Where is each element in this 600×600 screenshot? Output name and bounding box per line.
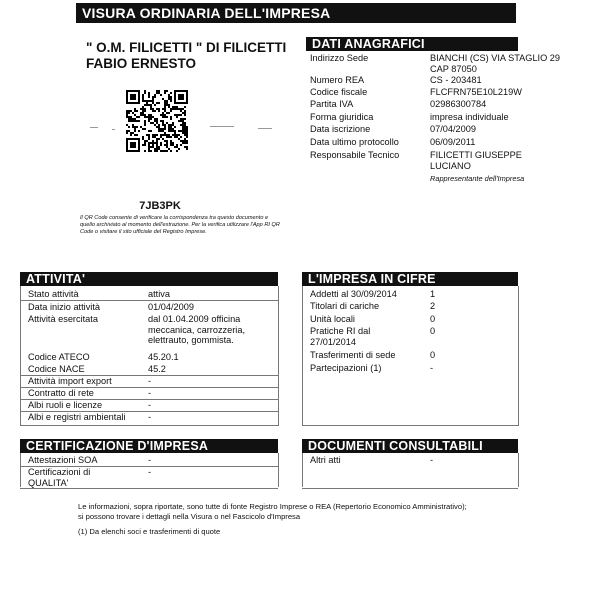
field-value: - [148,467,152,477]
company-name-line2: FABIO ERNESTO [86,56,197,71]
field-value: - [148,455,152,465]
divider [278,286,279,426]
divider [302,425,518,426]
field-label: Unità locali [310,314,355,324]
field-label: Attestazioni SOA [28,455,98,465]
field-value: 0 [430,326,436,336]
field-label: Partita IVA [310,99,354,109]
field-label: Stato attività [28,289,79,299]
field-label: Forma giuridica [310,112,374,122]
footer-footnote: (1) Da elenchi soci e trasferimenti di quote [78,526,221,536]
field-value: 01/04/2009 [148,302,194,312]
field-value: BIANCHI (CS) VIA STAGLIO 29 CAP 87050 [430,53,561,74]
certificazione-header [20,439,278,453]
field-label: Contratto di rete [28,388,94,398]
field-label: Albi ruoli e licenze [28,400,103,410]
qr-code-image [126,90,188,152]
field-value: 0 [430,350,436,360]
document-title: VISURA ORDINARIA DELL'IMPRESA [82,5,331,21]
divider [302,488,518,489]
field-label: Pratiche RI dal 27/01/2014 [310,326,371,347]
scan-speck [258,128,272,129]
divider [20,286,21,426]
company-name-line1: " O.M. FILICETTI " DI FILICETTI [86,40,287,55]
field-label: Attività esercitata [28,314,98,324]
field-label: Indirizzo Sede [310,53,369,63]
divider [302,453,303,487]
company-name [86,40,296,72]
field-label: Albi e registri ambientali [28,412,126,422]
field-value: 06/09/2011 [430,137,476,147]
divider [518,453,519,487]
divider [20,488,278,489]
field-label: Numero REA [310,75,365,85]
footer-line: si possono trovare i dettagli nella Visura o nel Fascicolo d'Impresa [78,511,301,521]
qr-note: Il QR Code consente di verificare la corrispondenza tra questo documento e quello archiviato al momento dell'estrazione. Per la verifica utilizzare l'App RI QR Code o visitare il sito ufficiale del Registro Imprese. [80,215,280,236]
field-value: 07/04/2009 [430,124,476,134]
field-value: - [148,412,152,422]
field-value: impresa individuale [430,112,509,122]
scan-speck [112,129,115,130]
qr-verification-code: 7JB3PK [139,200,181,212]
divider [20,425,278,426]
field-label: Partecipazioni (1) [310,363,382,373]
footer-notes [78,502,518,536]
dati-anagrafici-title: DATI ANAGRAFICI [312,37,425,51]
field-label: Data iscrizione [310,124,371,134]
field-value: CS - 203481 [430,75,482,85]
field-value: - [430,363,434,373]
divider [518,286,519,426]
divider [20,453,21,487]
field-label: Titolari di cariche [310,301,380,311]
attivita-header [20,272,278,286]
field-value: attiva [148,289,170,299]
field-label: Data ultimo protocollo [310,137,399,147]
field-note: Rappresentante dell'Impresa [430,174,525,183]
field-value: - [148,400,152,410]
field-value: FLCFRN75E10L219W [430,87,522,97]
scan-speck [210,126,234,127]
field-label: Attività import export [28,376,112,386]
field-value: 45.2 [148,364,166,374]
cifre-header [302,272,518,286]
document-title-bar [76,3,516,23]
field-label: Codice ATECO [28,352,90,362]
qr-code-icon [126,90,188,152]
field-value: - [148,376,152,386]
field-value: FILICETTI GIUSEPPE LUCIANO [430,150,522,171]
dati-anagrafici-header [306,37,518,51]
field-value: 02986300784 [430,99,487,109]
field-value: 0 [430,314,436,324]
documenti-header [302,439,518,453]
field-label: Responsabile Tecnico [310,150,400,160]
cifre-title: L'IMPRESA IN CIFRE [308,272,436,286]
divider [278,453,279,487]
documenti-title: DOCUMENTI CONSULTABILI [308,439,483,453]
field-value: 45.20.1 [148,352,179,362]
divider [302,286,303,426]
field-label: Altri atti [310,455,341,465]
field-label: Trasferimenti di sede [310,350,396,360]
certificazione-title: CERTIFICAZIONE D'IMPRESA [26,439,209,453]
field-label: Codice fiscale [310,87,368,97]
field-value: dal 01.04.2009 officina meccanica, carrozzeria, elettrauto, gommista. [148,314,246,346]
field-value: 2 [430,301,436,311]
field-value: 1 [430,289,436,299]
field-value: - [148,388,152,398]
divider [20,300,278,301]
field-label: Codice NACE [28,364,85,374]
scan-speck [90,127,98,128]
attivita-title: ATTIVITA' [26,272,86,286]
field-label: Certificazioni di QUALITA' [28,467,91,488]
footer-line: Le informazioni, sopra riportate, sono tutte di fonte Registro Imprese o REA (Repertorio Economico Amministrativo); [78,502,467,511]
field-label: Addetti al 30/09/2014 [310,289,397,299]
field-value: - [430,455,434,465]
field-label: Data inizio attività [28,302,101,312]
